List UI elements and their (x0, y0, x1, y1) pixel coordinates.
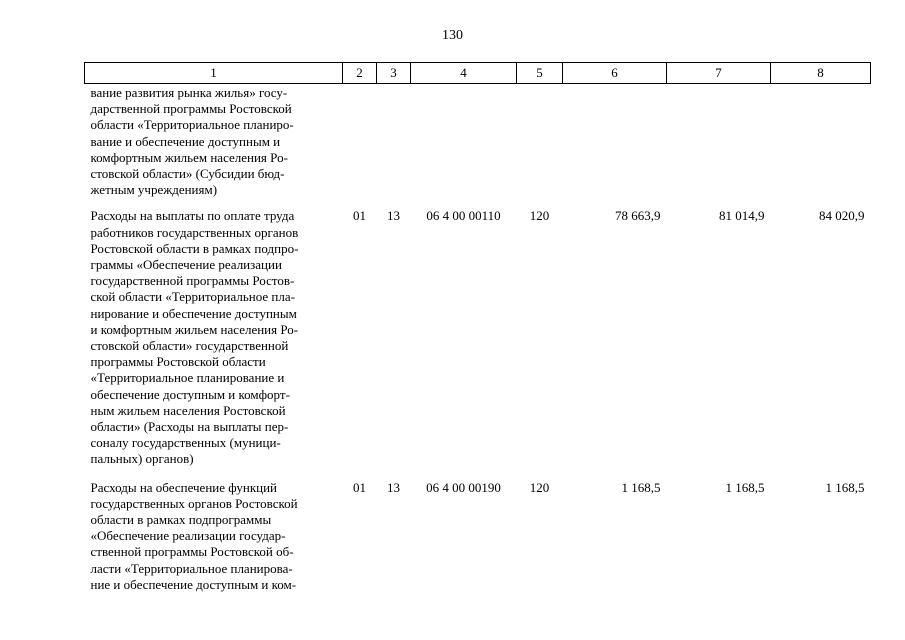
description-line: Ростовской области в рамках подпро- (90, 240, 299, 256)
description-line: соналу государственных (муници- (90, 435, 281, 451)
target-article-code (411, 84, 517, 209)
row-description (85, 480, 343, 593)
description-line: «Обеспечение реализации государ- (90, 528, 286, 544)
description-line: жетным учреждениям) (90, 182, 218, 198)
description-line: комфортным жильем населения Ро- (90, 149, 288, 165)
description-line: ственной программы Ростовской об- (90, 544, 294, 560)
amount-col-6: 78 663,9 (615, 208, 661, 224)
row-description (85, 208, 343, 479)
header-row (85, 63, 871, 84)
section-code: 01 (353, 479, 366, 495)
description-line: ской области «Территориальное пла- (90, 289, 295, 305)
description-line: вание развития рынка жилья» госу- (90, 85, 288, 100)
subsection-code: 13 (387, 479, 400, 495)
row-description (85, 84, 343, 209)
expense-type-code: 120 (529, 208, 550, 224)
description-line: нирование и обеспечение доступным (90, 305, 297, 321)
description-line: дарственной программы Ростовской (90, 101, 292, 117)
header-col-5: 5 (517, 63, 563, 84)
table-row (85, 480, 871, 593)
description-line: области «Территориальное планиро- (90, 117, 294, 133)
description-line: ласти «Территориальное планирова- (90, 560, 293, 576)
description-line: Расходы на обеспечение функций (90, 479, 278, 495)
page-number: 130 (442, 28, 463, 43)
description-line: работников государственных органов (90, 224, 299, 240)
header-col-7: 7 (667, 63, 771, 84)
description-line: стовской области» государственной (90, 338, 289, 354)
amount-col-7: 1 168,5 (725, 479, 765, 495)
amount-col-6: 1 168,5 (621, 479, 661, 495)
description-line: ным жильем населения Ростовской (90, 402, 286, 418)
table-body (85, 84, 871, 594)
description-line: ние и обеспечение доступным и ком- (90, 576, 297, 592)
table-header (85, 63, 871, 84)
section-code: 01 (353, 208, 366, 224)
amount-col-8: 84 020,9 (819, 208, 865, 224)
amount-col-8: 1 168,5 (825, 479, 865, 495)
description-line: пальных) органов) (90, 451, 194, 467)
target-article-code: 06 4 00 00110 (426, 208, 501, 224)
description-line: обеспечение доступным и комфорт- (90, 386, 290, 402)
description-line: Расходы на выплаты по оплате труда (90, 208, 295, 224)
target-article-code: 06 4 00 00190 (426, 479, 501, 495)
description-line: государственной программы Ростов- (90, 273, 295, 289)
header-col-8: 8 (771, 63, 871, 84)
budget-table (84, 62, 871, 593)
amount-col-8 (771, 84, 871, 209)
amount-col-7 (667, 84, 771, 209)
header-col-6: 6 (563, 63, 667, 84)
amount-col-6 (563, 84, 667, 209)
section-code (343, 84, 377, 209)
description-line: стовской области» (Субсидии бюд- (90, 166, 285, 182)
header-col-2: 2 (343, 63, 377, 84)
description-line: и комфортным жильем населения Ро- (90, 321, 299, 337)
description-line: области» (Расходы на выплаты пер- (90, 419, 289, 435)
expense-type-code: 120 (529, 479, 550, 495)
header-col-3: 3 (377, 63, 411, 84)
expense-type-code (517, 84, 563, 209)
description-line: государственных органов Ростовской (90, 495, 298, 511)
description-line: граммы «Обеспечение реализации (90, 257, 282, 273)
description-line: вание и обеспечение доступным и (90, 133, 281, 149)
header-col-4: 4 (411, 63, 517, 84)
description-line: программы Ростовской области (90, 354, 266, 370)
description-line: «Территориальное планирование и (90, 370, 285, 386)
description-line: области в рамках подпрограммы (90, 512, 272, 528)
subsection-code: 13 (387, 208, 400, 224)
subsection-code (377, 84, 411, 209)
table-row (85, 208, 871, 479)
header-col-1: 1 (85, 63, 343, 84)
table-row (85, 84, 871, 209)
amount-col-7: 81 014,9 (719, 208, 765, 224)
